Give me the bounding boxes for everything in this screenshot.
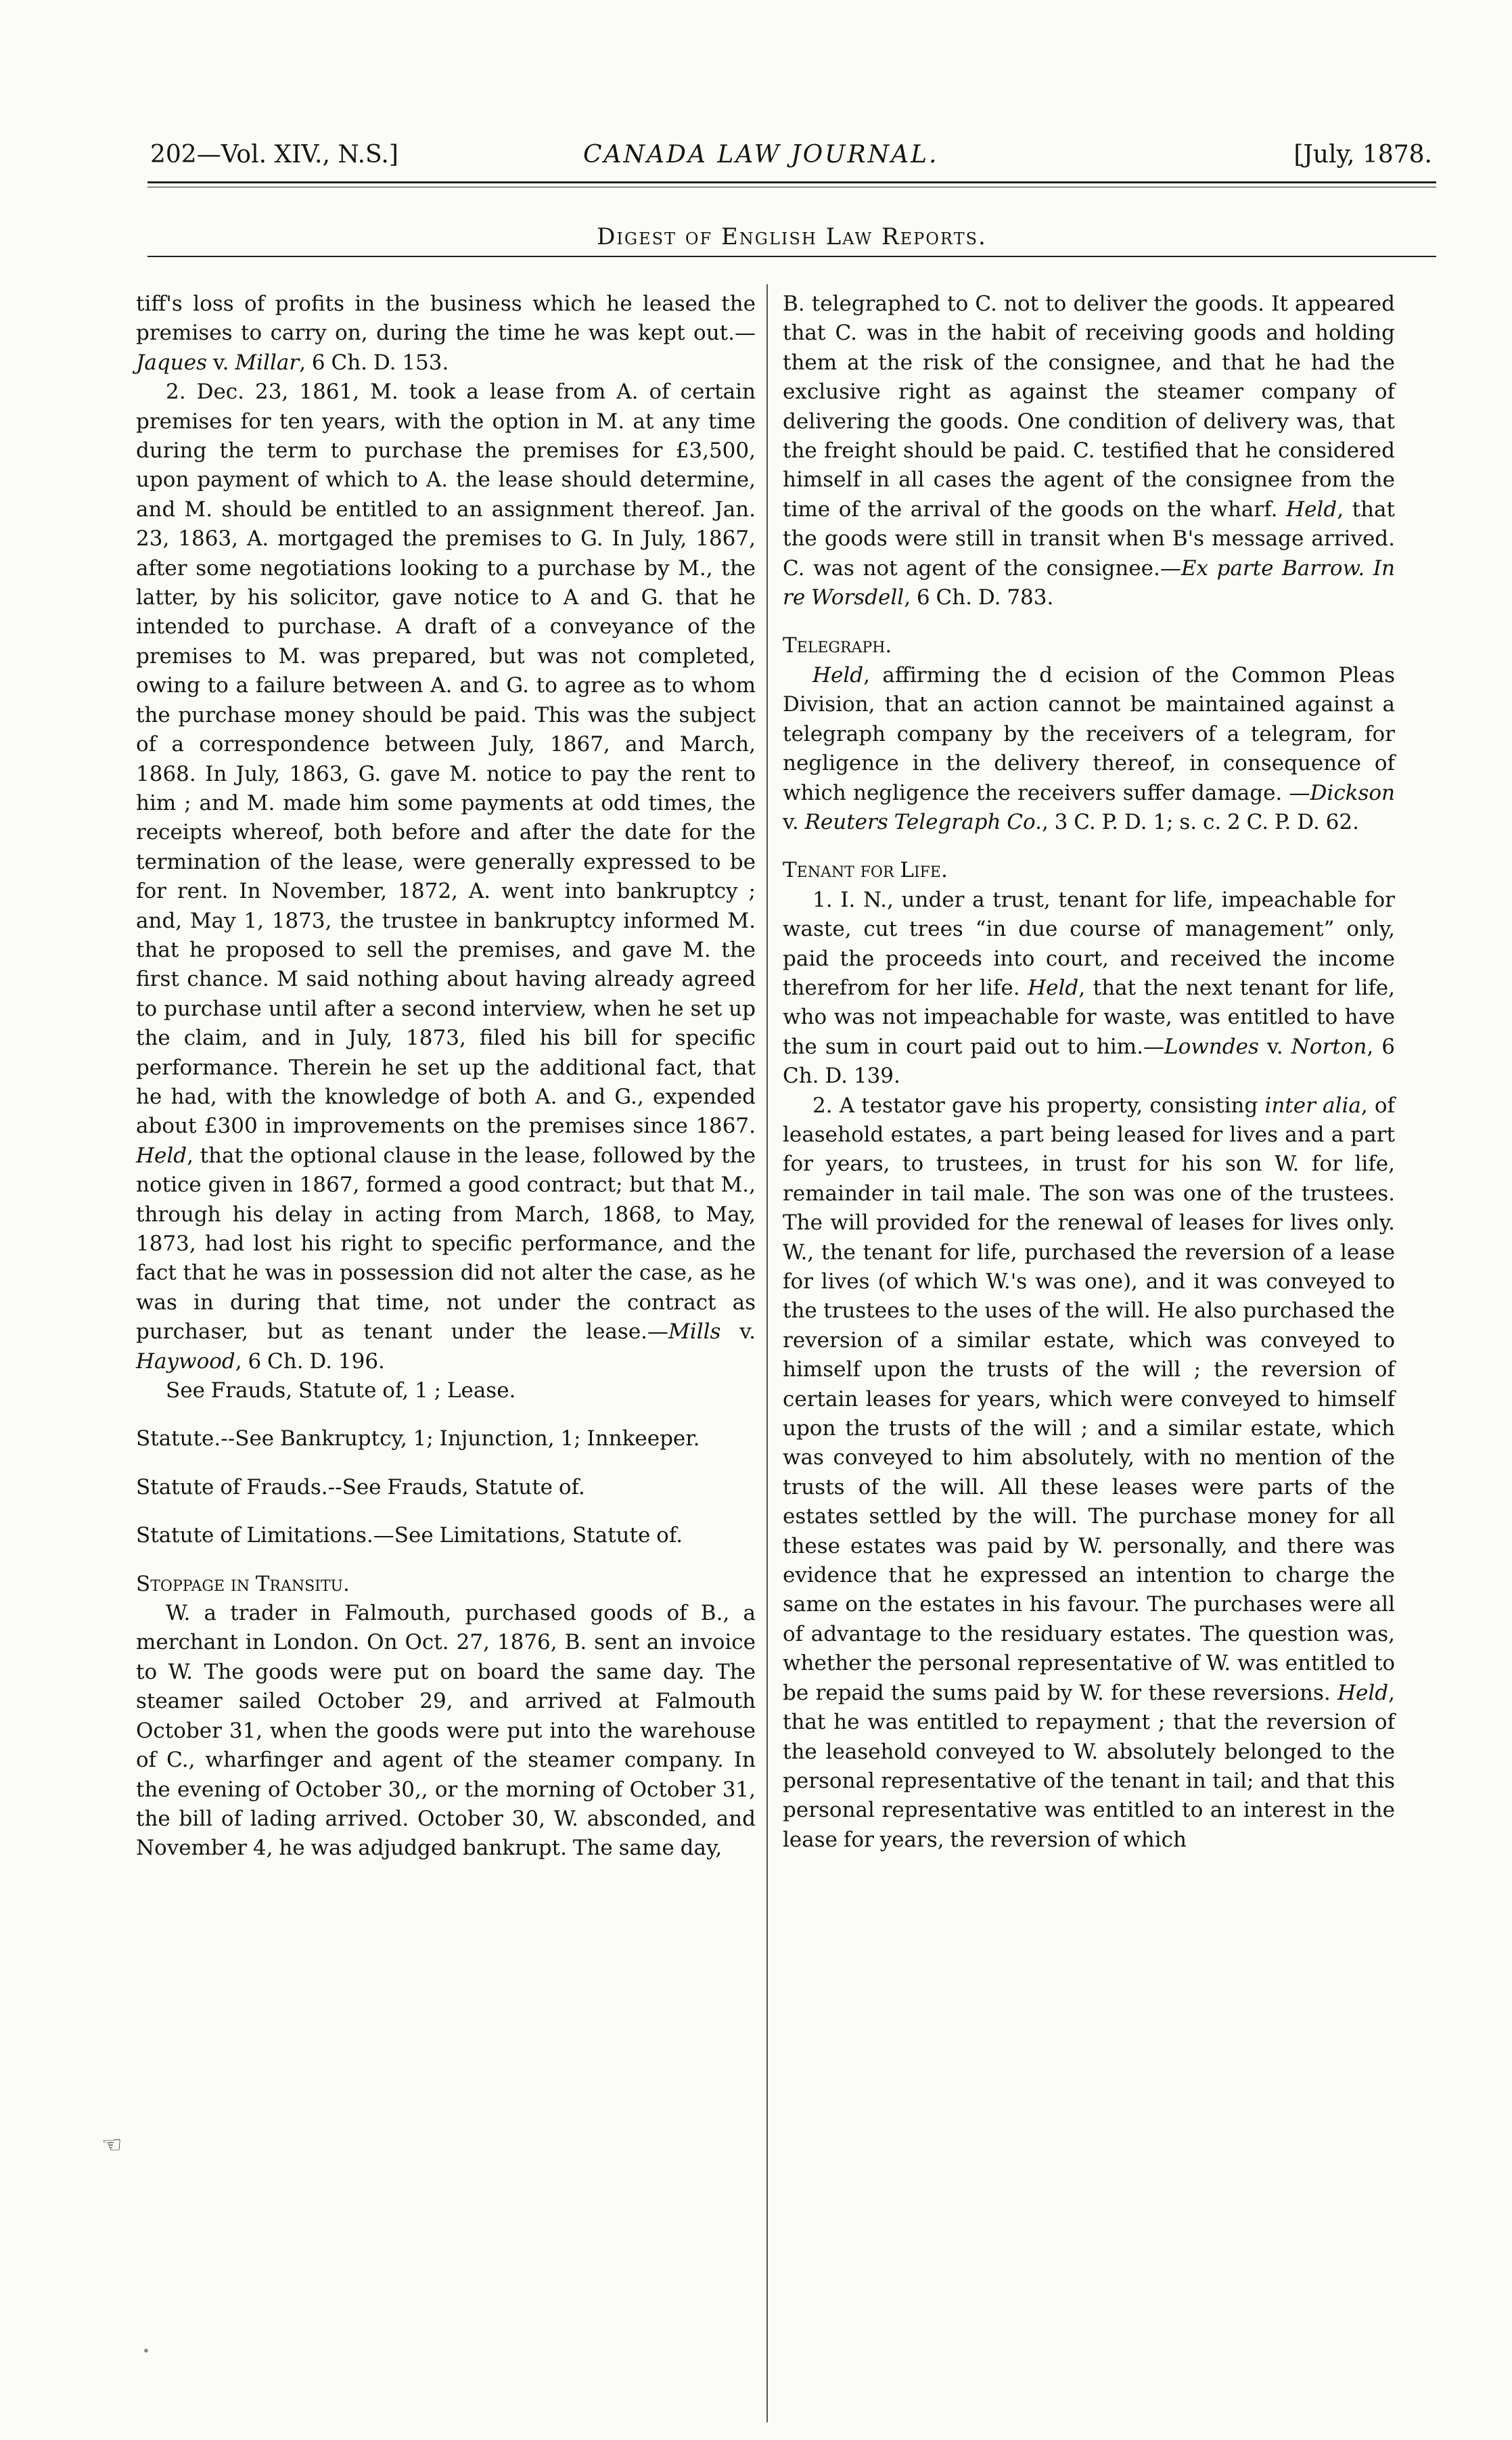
page-volume: 202—Vol. XIV., N.S.]	[150, 141, 398, 168]
section-rule	[147, 256, 1436, 257]
right-column	[783, 290, 1395, 1855]
paragraph: tiff's loss of profits in the business which he leased the premises to carry on, during the time he was kept out.—Jaques v. Millar, 6 Ch. D. 153.	[136, 292, 756, 375]
paragraph: Held, affirming the d ecision of the Common Pleas Division, that an action cannot be maintained against a telegraph company by the receivers of a telegram, for negligence in the delivery thereof, in consequence of which negligence the receivers suffer damage. —Dickson v. Reuters Telegraph Co., 3 C. P. D. 1; s. c. 2 C. P. D. 62.	[783, 662, 1395, 834]
paragraph: B. telegraphed to C. not to deliver the goods. It appeared that C. was in the habit of receiving goods and holding them at the risk of the consignee, and that he had the exclusive right as against the steamer company of delivering the goods. One condition of delivery was, that the freight should be paid. C. testified that he considered himself in all cases the agent of the consignee from the time of the arrival of the goods on the wharf. Held, that the goods were still in transit when B's message arrived. C. was not agent of the consignee.—Ex parte Barrow. In re Worsdell, 6 Ch. D. 783.	[783, 292, 1396, 610]
entry-statute-limitations: Statute of Limitations.—See Limitations, Statute of.	[136, 1523, 683, 1548]
paragraph: 2. A testator gave his property, consisting inter alia, of leasehold estates, a part being leased for lives and a part for years, to trustees, in trust for his son W. for life, remainder in tail male. The son was one of the trustees. The will provided for the renewal of leases for lives only. W., the tenant for life, purchased the reversion of a lease for lives (of which W.'s was one), and it was conveyed to the trustees to the uses of the will. He also purchased the reversion of a similar estate, which was conveyed to himself upon the trusts of the will ; the reversion of certain leases for years, which were conveyed to himself upon the trusts of the will ; and a similar estate, which was conveyed to him absolutely, with no mention of the trusts of the will. All these leases were parts of the estates settled by the will. The purchase money for all these estates was paid by W. personally, and there was evidence that he expressed an intention to charge the same on the estates in his favour. The purchases were all of advantage to the residuary estates. The question was, whether the personal representative of W. was entitled to be repaid the sums paid by W. for these reversions. Held, that he was entitled to repayment ; that the reversion of the leasehold conveyed to W. absolutely belonged to the personal representative of the tenant in tail; and that this personal representative was entitled to an interest in the lease for years, the reversion of which	[783, 1093, 1395, 1852]
paragraph: W. a trader in Falmouth, purchased goods of B., a merchant in London. On Oct. 27, 1876, B. sent an invoice to W. The goods were put on board the same day. The steamer sailed October 29, and arrived at Falmouth October 31, when the goods were put into the warehouse of C., wharfinger and agent of the steamer company. In the evening of October 30,, or the morning of October 31, the bill of lading arrived. October 30, W. absconded, and November 4, he was adjudged bankrupt. The same day,	[136, 1601, 756, 1861]
see-also: See Frauds, Statute of, 1 ; Lease.	[166, 1378, 516, 1403]
pointing-hand-icon: ☜	[101, 2131, 122, 2159]
heading-telegraph: Telegraph.	[783, 633, 892, 658]
paragraph: 1. I. N., under a trust, tenant for life, impeachable for waste, cut trees “in due course of management” only, paid the proceeds into court, and received the income therefrom for her life. Held, that the next tenant for life, who was not impeachable for waste, was entitled to have the sum in court paid out to him.—Lowndes v. Norton, 6 Ch. D. 139.	[783, 887, 1396, 1089]
stray-mark: •	[142, 2343, 150, 2359]
entry-statute-frauds: Statute of Frauds.--See Frauds, Statute of.	[136, 1474, 585, 1499]
paragraph: 2. Dec. 23, 1861, M. took a lease from A. of certain premises for ten years, with the option in M. at any time during the term to purchase the premises for £3,500, upon payment of which to A. the lease should determine, and M. should be entitled to an assignment thereof. Jan. 23, 1863, A. mortgaged the premises to G. In July, 1867, after some negotiations looking to a purchase by M., the latter, by his solicitor, gave notice to A and G. that he intended to purchase. A draft of a conveyance of the premises to M. was prepared, but was not completed, owing to a failure between A. and G. to agree as to whom the purchase money should be paid. This was the subject of a correspondence between July, 1867, and March, 1868. In July, 1863, G. gave M. notice to pay the rent to him ; and M. made him some payments at odd times, the receipts whereof, both before and after the date for the termination of the lease, were generally expressed to be for rent. In November, 1872, A. went into bankruptcy ; and, May 1, 1873, the trustee in bankruptcy informed M. that he proposed to sell the premises, and gave M. the first chance. M said nothing about having already agreed to purchase until after a second interview, when he set up the claim, and in July, 1873, filed his bill for specific performance. Therein he set up the additional fact, that he had, with the knowledge of both A. and G., expended about £300 in improvements on the premises since 1867. Held, that the optional clause in the lease, followed by the notice given in 1867, formed a good contract; but that M., through his delay in acting from March, 1868, to May, 1873, had lost his right to specific performance, and the fact that he was in possession did not alter the case, as he was in during that time, not under the contract as purchaser, but as tenant under the lease.—Mills v. Haywood, 6 Ch. D. 196.	[136, 380, 756, 1374]
running-head	[150, 141, 1432, 175]
heading-tenant-for-life: Tenant for Life.	[783, 858, 948, 883]
issue-date: [July, 1878.	[1293, 141, 1432, 168]
header-rule-thick	[147, 181, 1436, 183]
left-column	[136, 290, 756, 1863]
entry-statute: Statute.--See Bankruptcy, 1; Injunction, 1; Innkeeper.	[136, 1426, 700, 1451]
section-title: Digest of English Law Reports.	[597, 223, 987, 250]
column-divider	[766, 284, 768, 2422]
journal-title: CANADA LAW JOURNAL.	[583, 141, 939, 168]
heading-stoppage: Stoppage in Transitu.	[136, 1571, 350, 1596]
